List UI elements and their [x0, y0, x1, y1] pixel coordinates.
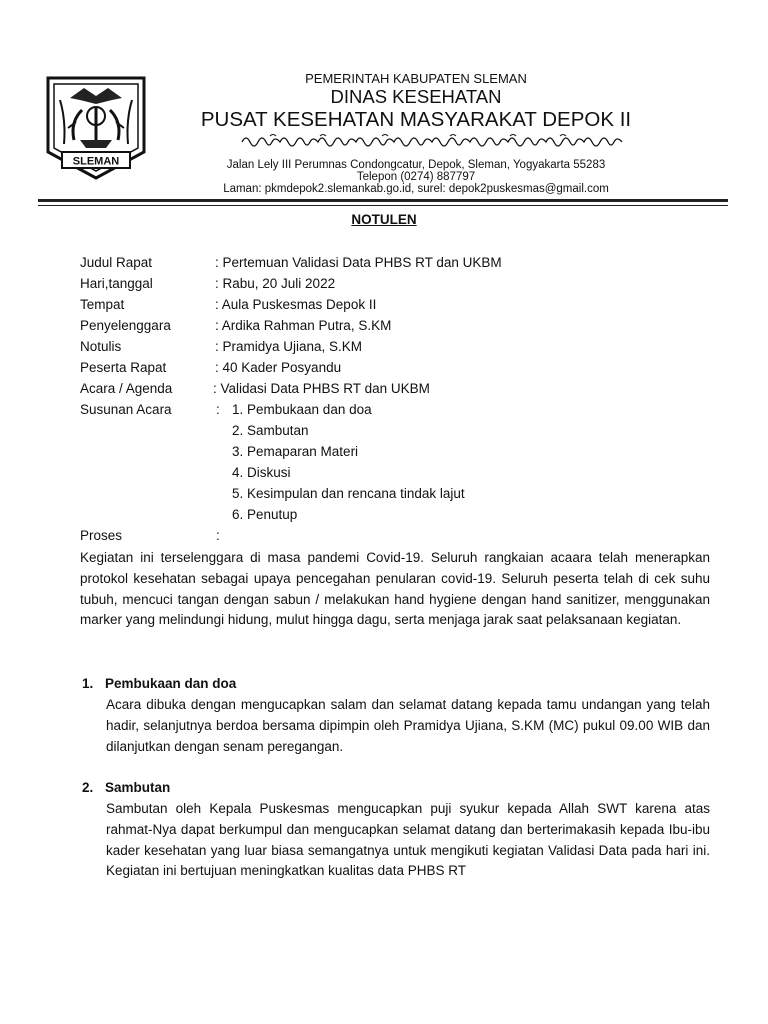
agenda-item: 4. Diskusi [232, 465, 291, 480]
meta-value: : Pertemuan Validasi Data PHBS RT dan UKBM [215, 255, 502, 270]
sleman-regency-logo [40, 70, 152, 182]
letterhead-divider-thin [38, 205, 728, 206]
institution-address: Jalan Lely III Perumnas Condongcatur, Depok, Sleman, Yogyakarta 55283 [226, 159, 606, 171]
agenda-item: 1. Pembukaan dan doa [232, 402, 372, 417]
meta-value: : 40 Kader Posyandu [215, 360, 342, 375]
section-title: Pembukaan dan doa [105, 676, 237, 691]
meta-value: : Pramidya Ujiana, S.KM [215, 339, 363, 354]
meta-label: Penyelenggara [80, 318, 171, 333]
meta-colon: : [216, 402, 220, 417]
section-number: 2. [82, 780, 94, 795]
document-title [0, 212, 768, 227]
javanese-script-line [150, 132, 682, 150]
meta-label: Acara / Agenda [80, 381, 173, 396]
institution-phone: Telepon (0274) 887797 [356, 171, 476, 183]
meta-label: Notulis [80, 339, 122, 354]
agenda-item: 2. Sambutan [232, 423, 309, 438]
meta-label: Proses [80, 528, 123, 543]
process-paragraph: Kegiatan ini terselenggara di masa pandemi Covid-19. Seluruh rangkaian acaara telah menerapkan protokol kesehatan sebagai upaya pencegahan penularan covid-19. Seluruh peserta telah di cek suhu tubuh, mencuci tangan dengan sabun / melakukan hand hygiene dengan hand sanitizer, menggunakan marker yang melindungi hidung, mulut hingga dagu, serta menjaga jarak saat pelaksanaan kegiatan. [80, 550, 710, 628]
meta-value: : Validasi Data PHBS RT dan UKBM [213, 381, 430, 396]
institution-website-email: Laman: pkmdepok2.slemankab.go.id, surel: depok2puskesmas@gmail.com [223, 183, 609, 195]
agenda-item: 3. Pemaparan Materi [232, 444, 359, 459]
agency-name: DINAS KESEHATAN [330, 86, 502, 107]
meta-value: : Rabu, 20 Juli 2022 [215, 276, 336, 291]
document-title-text: NOTULEN [351, 212, 417, 227]
section-number: 1. [82, 676, 94, 691]
meta-value: : Ardika Rahman Putra, S.KM [215, 318, 392, 333]
section-title: Sambutan [105, 780, 171, 795]
section-paragraph: Acara dibuka dengan mengucapkan salam dan selamat datang kepada tamu undangan yang telah hadir, selanjutnya berdoa bersama dipimpin oleh Pramidya Ujiana, S.KM (MC) pukul 09.00 WIB dan dilanjutkan dengan senam peregangan. [106, 697, 710, 754]
meta-label: Susunan Acara [80, 402, 172, 417]
meta-label: Judul Rapat [80, 255, 153, 270]
agenda-item: 5. Kesimpulan dan rencana tindak lajut [232, 486, 465, 501]
government-name: PEMERINTAH KABUPATEN SLEMAN [305, 71, 527, 86]
letterhead-divider-thick [38, 199, 728, 202]
meta-value: : Aula Puskesmas Depok II [215, 297, 377, 312]
institution-name: PUSAT KESEHATAN MASYARAKAT DEPOK II [200, 108, 632, 131]
meta-label: Tempat [80, 297, 125, 312]
meta-label: Hari,tanggal [80, 276, 153, 291]
meta-label: Peserta Rapat [80, 360, 167, 375]
meta-colon: : [216, 528, 220, 543]
section-heading [82, 676, 236, 691]
section-heading [82, 780, 170, 795]
agenda-item: 6. Penutup [232, 507, 298, 522]
logo-text: SLEMAN [72, 155, 120, 168]
section-paragraph: Sambutan oleh Kepala Puskesmas mengucapkan puji syukur kepada Allah SWT karena atas rahmat-Nya dapat berkumpul dan mengucapkan selamat datang dan berterimakasih kepada Ibu-ibu kader kesehatan yang luar biasa semangatnya untuk mengikuti kegiatan Validasi Data pada hari ini. Kegiatan ini bertujuan meningkatkan kualitas data PHBS RT [106, 801, 710, 879]
